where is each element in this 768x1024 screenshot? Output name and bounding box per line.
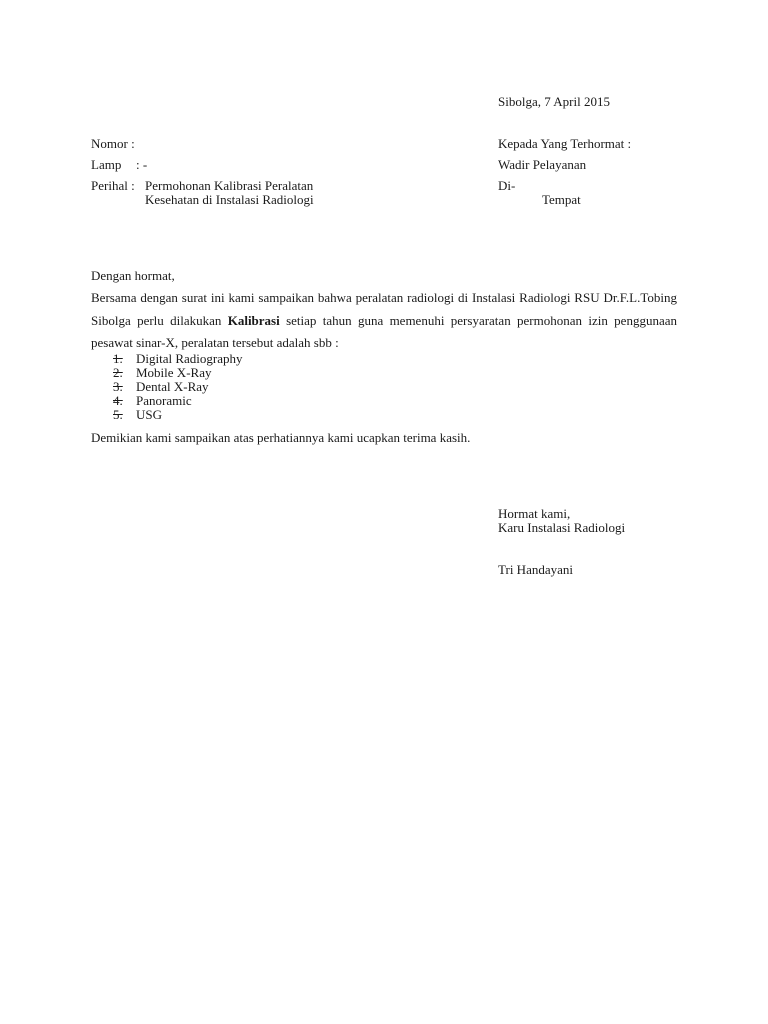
recipient-line-2: Wadir Pelayanan (498, 157, 587, 172)
list-item (113, 408, 162, 422)
list-item (113, 380, 209, 394)
list-item-name: USG (136, 407, 163, 422)
list-item-number: 3. (113, 379, 123, 394)
list-item (113, 366, 211, 380)
signatory-name: Tri Handayani (498, 562, 573, 577)
list-item (113, 352, 243, 366)
list-item-number: 5. (113, 407, 123, 422)
closing-text: Demikian kami sampaikan atas perhatiannya kami ucapkan terima kasih. (91, 430, 471, 445)
greeting: Dengan hormat, (91, 268, 175, 283)
recipient-line-4: Tempat (542, 192, 581, 207)
perihal-line-2: Kesehatan di Instalasi Radiologi (145, 192, 314, 207)
body-paragraph (91, 287, 677, 355)
list-item-number: 1. (113, 351, 123, 366)
nomor-label: Nomor : (91, 136, 135, 151)
perihal-line-1: Permohonan Kalibrasi Peralatan (145, 178, 314, 193)
perihal-label: Perihal : (91, 178, 135, 193)
list-item-number: 2. (113, 365, 123, 380)
list-item (113, 394, 192, 408)
list-item-name: Mobile X-Ray (136, 365, 212, 380)
signature-line-2: Karu Instalasi Radiologi (498, 520, 626, 535)
lamp-value: : - (136, 157, 148, 172)
list-item-name: Digital Radiography (136, 351, 243, 366)
list-item-name: Dental X-Ray (136, 379, 209, 394)
lamp-label: Lamp (91, 157, 122, 172)
list-item-name: Panoramic (136, 393, 192, 408)
body-text-end: setiap tahun guna memenuhi persyaratan permohonan izin penggunaan pesawat sinar-X, peralatan tersebut adalah sbb : (91, 312, 677, 350)
list-item-number: 4. (113, 393, 123, 408)
body-text-bold: Kalibrasi (227, 312, 280, 328)
recipient-line-1: Kepada Yang Terhormat : (498, 136, 632, 151)
body-text-start: Bersama dengan surat ini kami sampaikan bahwa peralatan radiologi di Instalasi Radiologi RSU Dr.F.L.Tobing Sibolga perlu dilakukan (91, 290, 677, 328)
letter-date: Sibolga, 7 April 2015 (498, 94, 610, 109)
signature-line-1: Hormat kami, (498, 506, 571, 521)
recipient-line-3: Di- (498, 178, 516, 193)
